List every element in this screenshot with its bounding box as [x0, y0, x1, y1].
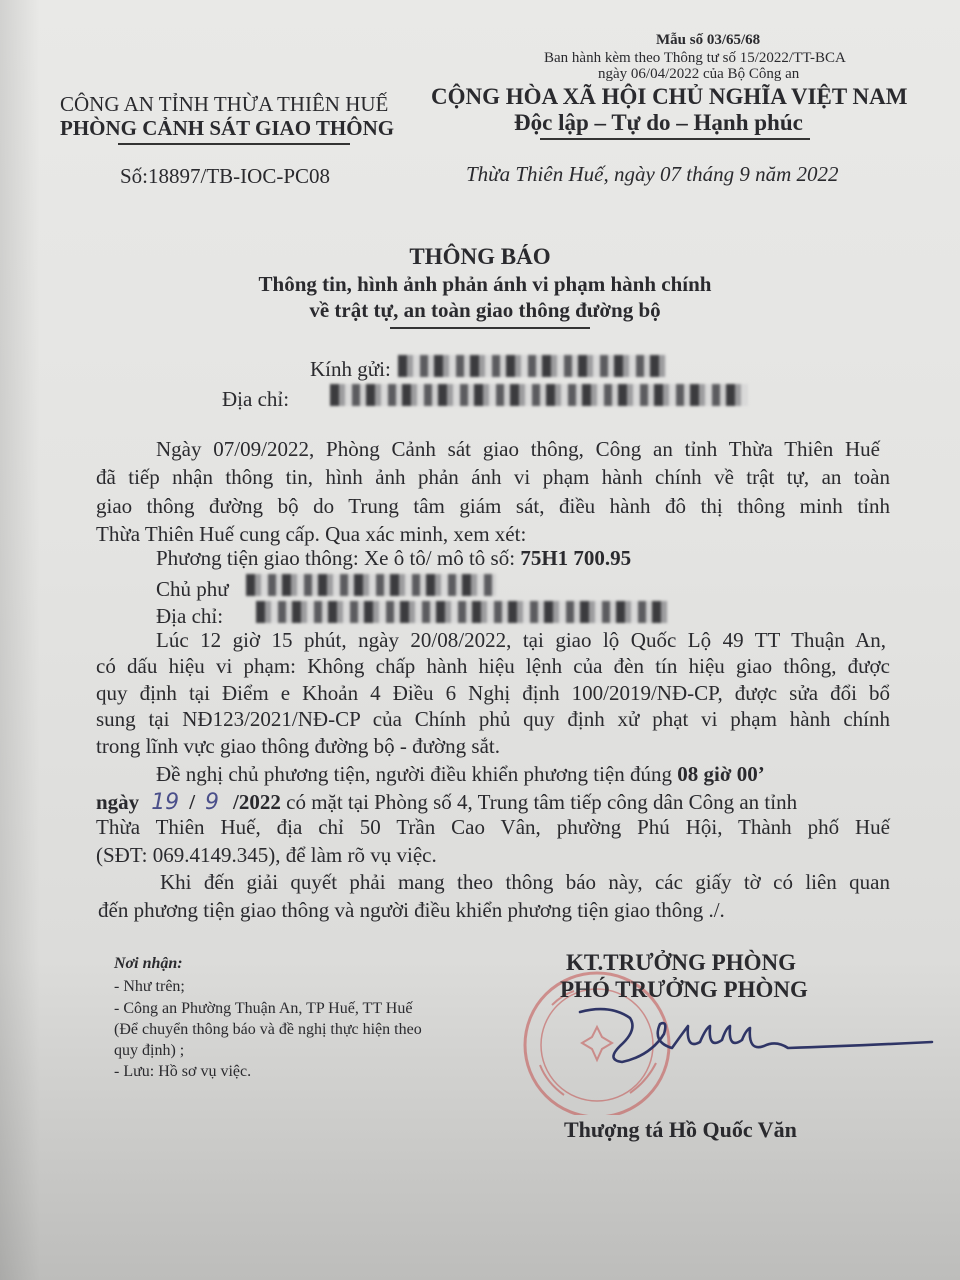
- agency-underline: [118, 143, 350, 145]
- owner-address-label: Địa chỉ:: [156, 604, 224, 628]
- handwritten-month: 9: [205, 790, 220, 815]
- recipient-line-5: - Lưu: Hồ sơ vụ việc.: [114, 1063, 252, 1080]
- country-name: CỘNG HÒA XÃ HỘI CHỦ NGHĨA VIỆT NAM: [431, 84, 908, 109]
- vehicle-label: Phương tiện giao thông: Xe ô tô/ mô tô số:: [156, 546, 521, 570]
- recipient-line-1: - Như trên;: [114, 978, 185, 995]
- agency-parent: CÔNG AN TỈNH THỪA THIÊN HUẾ: [60, 92, 389, 116]
- paragraph-3-line-2: [96, 790, 797, 815]
- owner-label: Chủ phư: [156, 577, 229, 601]
- signature-role-2: PHÓ TRƯỞNG PHÒNG: [560, 977, 808, 1002]
- paragraph-1-line-1: Ngày 07/09/2022, Phòng Cảnh sát giao thông, Công an tỉnh Thừa Thiên Huế: [156, 437, 880, 461]
- form-number: Mẫu số 03/65/68: [656, 32, 761, 48]
- motto-underline: [540, 138, 810, 140]
- form-issued-line-2: ngày 06/04/2022 của Bộ Công an: [598, 66, 800, 82]
- handwritten-day: 19: [151, 790, 180, 815]
- recipient-line-3: (Để chuyển thông báo và đề nghị thực hiện theo: [114, 1021, 422, 1038]
- vehicle-line: [156, 546, 631, 571]
- paragraph-2-line-3: quy định tại Điểm e Khoản 4 Điều 6 Nghị định 100/2019/NĐ-CP, được sửa đổi bổ: [96, 681, 890, 705]
- redacted-owner-name: [246, 574, 496, 596]
- place-and-date: Thừa Thiên Huế, ngày 07 tháng 9 năm 2022: [466, 162, 839, 186]
- paragraph-1-line-3: giao thông đường bộ do Trung tâm giám sát, điều hành đô thị thông minh tỉnh: [96, 494, 890, 518]
- paragraph-2-line-4: sung tại NĐ123/2021/NĐ-CP của Chính phủ quy định xử phạt vi phạm hành chính: [96, 707, 890, 731]
- agency-name: PHÒNG CẢNH SÁT GIAO THÔNG: [60, 116, 395, 140]
- page-shadow: [0, 0, 40, 1280]
- paragraph-2-line-5: trong lĩnh vực giao thông đường bộ - đường sắt.: [96, 734, 500, 758]
- subtitle-underline: [390, 327, 590, 329]
- handwritten-signature: [560, 990, 940, 1080]
- redacted-recipient-name: [398, 355, 666, 377]
- paragraph-2-line-1: Lúc 12 giờ 15 phút, ngày 20/08/2022, tại giao lộ Quốc Lộ 49 TT Thuận An,: [156, 628, 886, 652]
- notice-title: THÔNG BÁO: [409, 244, 551, 269]
- recipient-address-label: Địa chỉ:: [222, 387, 290, 411]
- notice-subtitle-1: Thông tin, hình ảnh phản ánh vi phạm hành chính: [258, 272, 712, 296]
- paragraph-3-intro: Đề nghị chủ phương tiện, người điều khiển phương tiện đúng: [156, 762, 678, 786]
- signer-name: Thượng tá Hồ Quốc Văn: [564, 1117, 797, 1142]
- national-motto: Độc lập – Tự do – Hạnh phúc: [514, 110, 803, 135]
- paragraph-1-line-4: Thừa Thiên Huế cung cấp. Qua xác minh, xem xét:: [96, 522, 527, 546]
- redacted-owner-address: [256, 601, 668, 623]
- recipient-line-2: - Công an Phường Thuận An, TP Huế, TT Huế: [114, 1000, 413, 1017]
- paragraph-3-line-3: Thừa Thiên Huế, địa chỉ 50 Trần Cao Vân, phường Phú Hội, Thành phố Huế: [96, 815, 890, 839]
- recipient-to-label: Kính gửi:: [310, 357, 391, 381]
- paragraph-4-line-2: đến phương tiện giao thông và người điều khiển phương tiện giao thông ./.: [98, 898, 725, 922]
- vehicle-plate: 75H1 700.95: [520, 546, 632, 570]
- paragraph-4-line-1: Khi đến giải quyết phải mang theo thông báo này, các giấy tờ có liên quan: [160, 870, 890, 894]
- paragraph-1-line-2: đã tiếp nhận thông tin, hình ảnh phản ánh vi phạm hành chính về trật tự, an toàn: [96, 465, 890, 489]
- appointment-year: /2022: [233, 790, 281, 814]
- signature-role-1: KT.TRƯỞNG PHÒNG: [566, 950, 796, 975]
- paragraph-2-line-2: có dấu hiệu vi phạm: Không chấp hành hiệu lệnh của đèn tín hiệu giao thông, được: [96, 654, 890, 678]
- paragraph-3-line-4: (SĐT: 069.4149.345), để làm rõ vụ việc.: [96, 843, 437, 867]
- recipient-line-4: quy định) ;: [114, 1042, 185, 1059]
- redacted-recipient-address: [330, 384, 748, 406]
- document-number: Số:18897/TB-IOC-PC08: [120, 164, 331, 188]
- paragraph-3-line-1: [156, 762, 765, 787]
- form-issued-line-1: Ban hành kèm theo Thông tư số 15/2022/TT-BCA: [544, 50, 846, 66]
- appointment-day-label: ngày: [96, 790, 140, 814]
- date-separator: /: [189, 790, 196, 814]
- recipients-title: Nơi nhận:: [114, 955, 183, 972]
- paragraph-3-location: có mặt tại Phòng số 4, Trung tâm tiếp công dân Công an tỉnh: [280, 790, 798, 814]
- notice-subtitle-2: về trật tự, an toàn giao thông đường bộ: [309, 298, 661, 322]
- appointment-time: 08 giờ 00’: [677, 762, 765, 786]
